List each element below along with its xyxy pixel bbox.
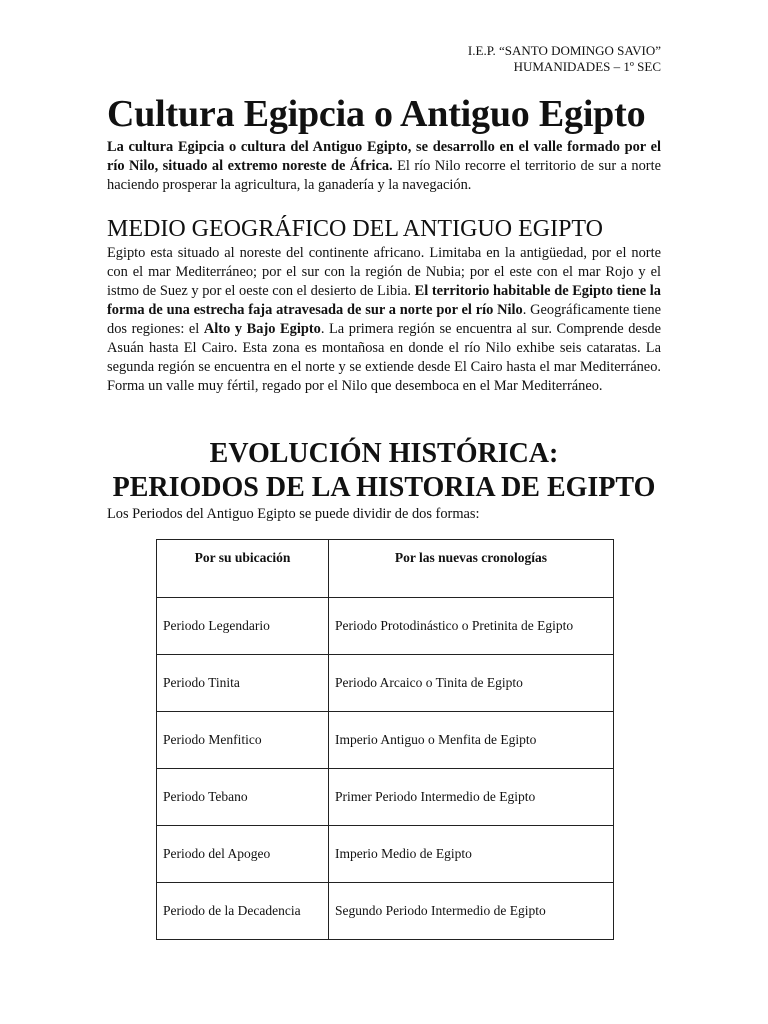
- section-title-evolucion: EVOLUCIÓN HISTÓRICA:: [209, 438, 559, 469]
- periods-intro: Los Periodos del Antiguo Egipto se puede dividir de dos formas:: [107, 506, 480, 522]
- table-row: [157, 883, 614, 940]
- geo-bold-2: Alto y Bajo Egipto: [203, 321, 321, 337]
- table-cell: Periodo Tebano: [157, 769, 329, 826]
- section-title-geografico: MEDIO GEOGRÁFICO DEL ANTIGUO EGIPTO: [107, 216, 603, 242]
- geo-bold-1: El territorio habitable de Egipto tiene la forma de una estrecha faja atravesada de sur a norte por el río Nilo: [107, 283, 661, 318]
- table-row: [157, 826, 614, 883]
- table-cell: Segundo Periodo Intermedio de Egipto: [329, 883, 614, 940]
- table-row: [157, 712, 614, 769]
- table-cell: Primer Periodo Intermedio de Egipto: [329, 769, 614, 826]
- geo-text-1: Egipto esta situado al noreste del continente africano. Limitaba en la antigüedad, por el norte con el mar Mediterráneo; por el sur con la región de Nubia; por el este con el mar Rojo y el istmo de Suez y por el oeste con el desierto de Libia.: [107, 245, 661, 299]
- table-cell: Periodo Protodinástico o Pretinita de Egipto: [329, 598, 614, 655]
- table-cell: Periodo de la Decadencia: [157, 883, 329, 940]
- table-row: [157, 598, 614, 655]
- table-cell: Periodo Tinita: [157, 655, 329, 712]
- table-header-row: [157, 540, 614, 598]
- intro-bold-text: La cultura Egipcia o cultura del Antiguo Egipto, se desarrollo en el valle formado por el río Nilo, situado al extremo noreste de África.: [107, 139, 661, 174]
- table-cell: Imperio Medio de Egipto: [329, 826, 614, 883]
- table-row: [157, 655, 614, 712]
- periods-table: [156, 539, 614, 940]
- geo-text-3: . La primera región se encuentra al sur. Comprende desde Asuán hasta El Cairo. Esta zona es montañosa en donde el río Nilo exhibe seis cataratas. La segunda región se encuentra en el norte y se extiende desde El Cairo hasta el mar Mediterráneo. Forma un valle muy fértil, regado por el Nilo que desemboca en el Mar Mediterráneo.: [107, 321, 661, 394]
- table-row: [157, 769, 614, 826]
- school-name: I.E.P. “SANTO DOMINGO SAVIO”: [467, 43, 661, 58]
- intro-text: El río Nilo recorre el territorio de sur a norte haciendo prosperar la agricultura, la ganadería y la navegación.: [107, 158, 661, 193]
- table-cell: Periodo del Apogeo: [157, 826, 329, 883]
- table-cell: Imperio Antiguo o Menfita de Egipto: [329, 712, 614, 769]
- document-header: [468, 43, 661, 75]
- geo-text-2: . Geográficamente tiene dos regiones: el: [107, 302, 661, 337]
- column-header-ubicacion: Por su ubicación: [157, 540, 329, 598]
- table-cell: Periodo Legendario: [157, 598, 329, 655]
- table-cell: Periodo Arcaico o Tinita de Egipto: [329, 655, 614, 712]
- course-name: HUMANIDADES – 1º SEC: [513, 59, 661, 74]
- table-cell: Periodo Menfitico: [157, 712, 329, 769]
- section-subtitle-periodos: PERIODOS DE LA HISTORIA DE EGIPTO: [112, 472, 656, 503]
- intro-paragraph: [107, 138, 661, 195]
- geo-paragraph: [107, 244, 661, 396]
- column-header-cronologias: Por las nuevas cronologías: [329, 540, 614, 598]
- page-title: Cultura Egipcia o Antiguo Egipto: [107, 93, 646, 135]
